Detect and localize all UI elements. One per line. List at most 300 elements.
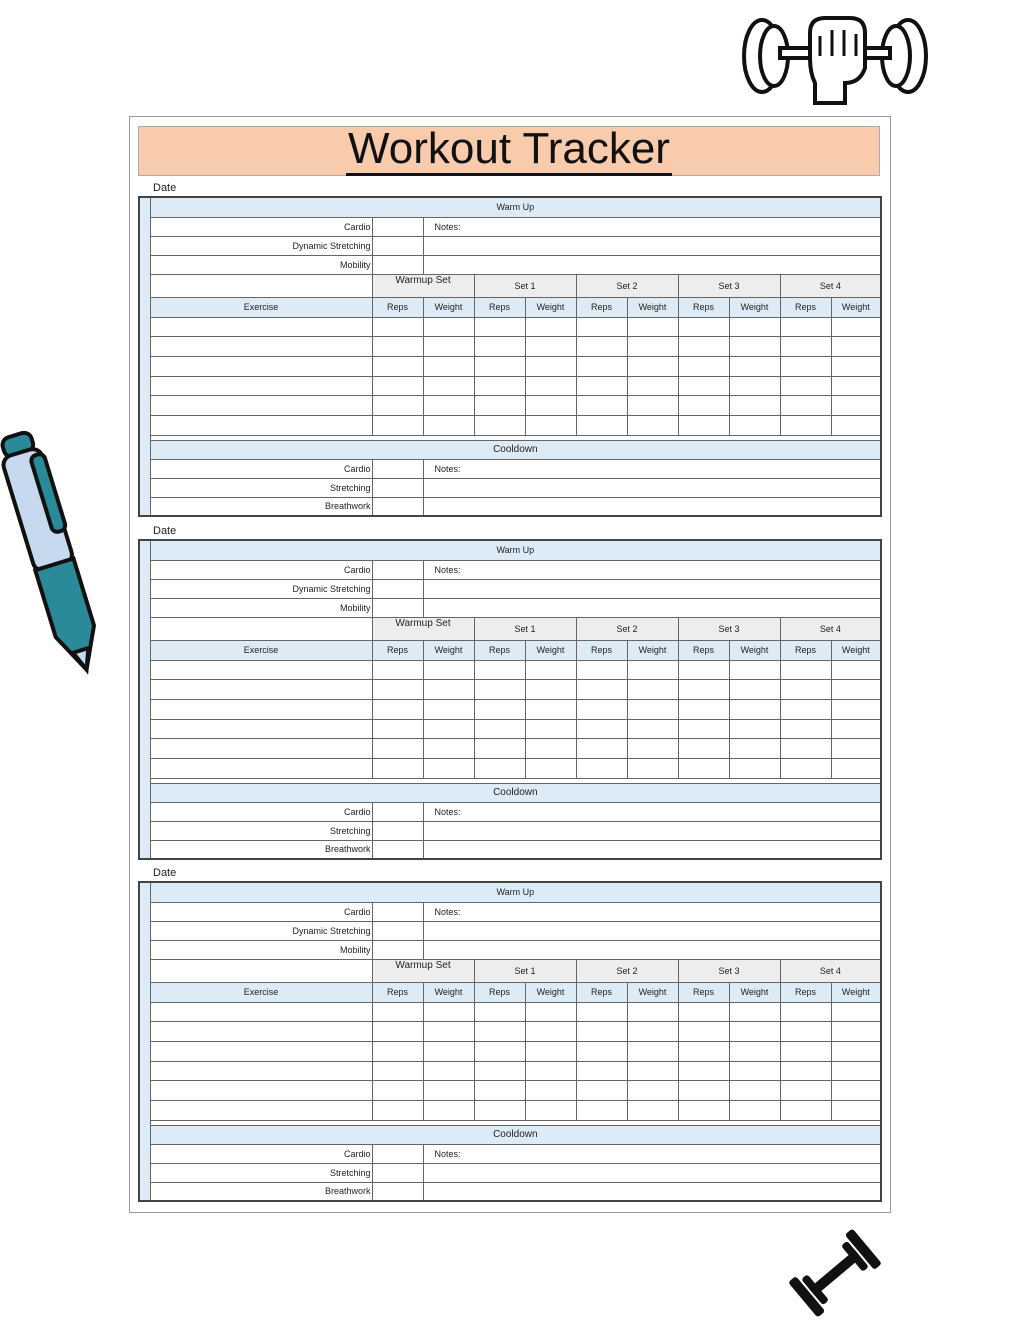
weight-input[interactable] <box>831 356 881 376</box>
reps-header: Reps <box>474 640 525 660</box>
weight-input[interactable] <box>831 376 881 396</box>
table-row <box>139 739 881 759</box>
exercise-name-input[interactable] <box>150 1061 372 1081</box>
reps-input[interactable] <box>576 758 627 778</box>
weight-header: Weight <box>525 982 576 1002</box>
table-row <box>139 719 881 739</box>
exercise-name-input[interactable] <box>150 680 372 700</box>
weight-input[interactable] <box>729 337 780 357</box>
weight-input[interactable] <box>729 415 780 435</box>
reps-input[interactable] <box>780 337 831 357</box>
cooldown-item-input[interactable] <box>372 478 423 497</box>
reps-input[interactable] <box>780 1081 831 1101</box>
reps-input[interactable] <box>678 317 729 337</box>
weight-input[interactable] <box>627 1081 678 1101</box>
reps-input[interactable] <box>372 337 423 357</box>
weight-input[interactable] <box>423 415 474 435</box>
cooldown-header: Cooldown <box>150 783 881 802</box>
reps-input[interactable] <box>780 415 831 435</box>
weight-input[interactable] <box>423 376 474 396</box>
reps-input[interactable] <box>372 317 423 337</box>
reps-header: Reps <box>474 297 525 317</box>
reps-header: Reps <box>372 640 423 660</box>
warmup-item-label: Dynamic Stretching <box>150 579 372 598</box>
weight-input[interactable] <box>423 396 474 416</box>
set-header: Set 3 <box>678 274 780 297</box>
cooldown-header: Cooldown <box>150 1125 881 1144</box>
weight-input[interactable] <box>525 1100 576 1120</box>
reps-input[interactable] <box>780 758 831 778</box>
reps-input[interactable] <box>576 337 627 357</box>
table-row <box>139 802 881 821</box>
weight-input[interactable] <box>525 1022 576 1042</box>
exercise-name-input[interactable] <box>150 1100 372 1120</box>
weight-input[interactable] <box>729 680 780 700</box>
exercise-name-input[interactable] <box>150 699 372 719</box>
weight-input[interactable] <box>423 1022 474 1042</box>
weight-input[interactable] <box>627 415 678 435</box>
workout-day-block <box>138 881 882 1202</box>
weight-input[interactable] <box>627 660 678 680</box>
reps-input[interactable] <box>576 396 627 416</box>
table-row <box>139 940 881 959</box>
weight-input[interactable] <box>627 1002 678 1022</box>
reps-input[interactable] <box>372 699 423 719</box>
reps-input[interactable] <box>576 739 627 759</box>
weight-input[interactable] <box>627 758 678 778</box>
warmup-notes-line[interactable] <box>423 236 881 255</box>
weight-input[interactable] <box>525 758 576 778</box>
weight-input[interactable] <box>525 680 576 700</box>
exercise-name-input[interactable] <box>150 317 372 337</box>
warmup-notes-field[interactable]: Notes: <box>423 560 881 579</box>
weight-input[interactable] <box>423 660 474 680</box>
table-row <box>139 478 881 497</box>
weight-input[interactable] <box>627 376 678 396</box>
cooldown-item-input[interactable] <box>372 821 423 840</box>
reps-input[interactable] <box>780 680 831 700</box>
reps-input[interactable] <box>780 1041 831 1061</box>
weight-input[interactable] <box>627 356 678 376</box>
weight-input[interactable] <box>831 1041 881 1061</box>
reps-input[interactable] <box>678 1022 729 1042</box>
warmup-item-input[interactable] <box>372 902 423 921</box>
weight-input[interactable] <box>627 739 678 759</box>
reps-input[interactable] <box>678 660 729 680</box>
set-header: Set 1 <box>474 959 576 982</box>
reps-input[interactable] <box>474 739 525 759</box>
cooldown-item-input[interactable] <box>372 802 423 821</box>
exercise-name-input[interactable] <box>150 396 372 416</box>
set-header: Set 3 <box>678 959 780 982</box>
table-row <box>139 959 881 982</box>
table-row <box>139 660 881 680</box>
reps-input[interactable] <box>474 396 525 416</box>
warmup-item-label: Mobility <box>150 940 372 959</box>
warmup-notes-line[interactable] <box>423 598 881 617</box>
cooldown-notes-line[interactable] <box>423 840 881 859</box>
weight-input[interactable] <box>627 1041 678 1061</box>
weight-input[interactable] <box>729 719 780 739</box>
weight-input[interactable] <box>729 1022 780 1042</box>
warmup-item-label: Dynamic Stretching <box>150 921 372 940</box>
exercise-name-input[interactable] <box>150 758 372 778</box>
reps-input[interactable] <box>576 1002 627 1022</box>
blank-cell <box>150 274 372 297</box>
reps-input[interactable] <box>372 680 423 700</box>
weight-input[interactable] <box>423 1041 474 1061</box>
reps-input[interactable] <box>678 758 729 778</box>
weight-input[interactable] <box>423 317 474 337</box>
title-banner <box>138 126 880 176</box>
table-row <box>139 1125 881 1144</box>
cooldown-notes-line[interactable] <box>423 1182 881 1201</box>
cooldown-item-label: Cardio <box>150 802 372 821</box>
weight-input[interactable] <box>525 699 576 719</box>
warmup-item-input[interactable] <box>372 255 423 274</box>
reps-input[interactable] <box>678 1041 729 1061</box>
set-header: Set 4 <box>780 959 881 982</box>
warm-up-header: Warm Up <box>150 882 881 902</box>
weight-input[interactable] <box>627 396 678 416</box>
reps-header: Reps <box>576 297 627 317</box>
weight-input[interactable] <box>423 719 474 739</box>
workout-day-block <box>138 539 882 860</box>
weight-input[interactable] <box>831 1022 881 1042</box>
weight-input[interactable] <box>627 680 678 700</box>
cooldown-notes-field[interactable]: Notes: <box>423 1144 881 1163</box>
reps-input[interactable] <box>372 1061 423 1081</box>
weight-header: Weight <box>729 640 780 660</box>
weight-input[interactable] <box>831 415 881 435</box>
weight-input[interactable] <box>831 1081 881 1101</box>
weight-input[interactable] <box>525 1081 576 1101</box>
reps-input[interactable] <box>372 1022 423 1042</box>
exercise-name-input[interactable] <box>150 719 372 739</box>
cooldown-item-input[interactable] <box>372 1182 423 1201</box>
set-header: Set 4 <box>780 274 881 297</box>
reps-input[interactable] <box>780 1061 831 1081</box>
reps-input[interactable] <box>780 376 831 396</box>
warmup-item-label: Mobility <box>150 598 372 617</box>
reps-input[interactable] <box>372 415 423 435</box>
warmup-item-input[interactable] <box>372 598 423 617</box>
warmup-notes-field[interactable]: Notes: <box>423 902 881 921</box>
reps-input[interactable] <box>372 758 423 778</box>
reps-input[interactable] <box>576 1100 627 1120</box>
exercise-name-input[interactable] <box>150 356 372 376</box>
weight-input[interactable] <box>423 1061 474 1081</box>
reps-input[interactable] <box>678 719 729 739</box>
weight-input[interactable] <box>525 1041 576 1061</box>
reps-input[interactable] <box>474 1041 525 1061</box>
weight-input[interactable] <box>423 1002 474 1022</box>
weight-header: Weight <box>627 640 678 660</box>
set-header: Set 1 <box>474 274 576 297</box>
weight-input[interactable] <box>729 699 780 719</box>
cooldown-item-label: Breathwork <box>150 1182 372 1201</box>
reps-input[interactable] <box>576 415 627 435</box>
reps-input[interactable] <box>576 1081 627 1101</box>
reps-input[interactable] <box>678 1002 729 1022</box>
warmup-item-input[interactable] <box>372 560 423 579</box>
weight-input[interactable] <box>525 337 576 357</box>
table-row <box>139 598 881 617</box>
weight-input[interactable] <box>831 1100 881 1120</box>
reps-input[interactable] <box>576 660 627 680</box>
weight-input[interactable] <box>423 680 474 700</box>
table-row <box>139 617 881 640</box>
reps-input[interactable] <box>474 1002 525 1022</box>
weight-input[interactable] <box>525 739 576 759</box>
cooldown-notes-line[interactable] <box>423 497 881 516</box>
weight-input[interactable] <box>729 660 780 680</box>
exercise-name-input[interactable] <box>150 739 372 759</box>
cooldown-item-label: Stretching <box>150 1163 372 1182</box>
reps-input[interactable] <box>474 376 525 396</box>
weight-input[interactable] <box>627 1061 678 1081</box>
reps-input[interactable] <box>678 337 729 357</box>
reps-input[interactable] <box>780 699 831 719</box>
weight-header: Weight <box>423 982 474 1002</box>
table-row <box>139 197 881 217</box>
warmup-item-input[interactable] <box>372 236 423 255</box>
reps-input[interactable] <box>372 739 423 759</box>
weight-input[interactable] <box>831 699 881 719</box>
reps-input[interactable] <box>474 699 525 719</box>
exercise-header: Exercise <box>150 640 372 660</box>
reps-input[interactable] <box>576 356 627 376</box>
fist-dumbbell-icon <box>740 8 930 113</box>
reps-input[interactable] <box>678 739 729 759</box>
warmup-notes-field[interactable]: Notes: <box>423 217 881 236</box>
reps-input[interactable] <box>372 1100 423 1120</box>
reps-input[interactable] <box>780 356 831 376</box>
reps-input[interactable] <box>474 337 525 357</box>
weight-input[interactable] <box>423 337 474 357</box>
reps-input[interactable] <box>780 660 831 680</box>
weight-input[interactable] <box>729 1081 780 1101</box>
weight-input[interactable] <box>627 317 678 337</box>
cooldown-notes-line[interactable] <box>423 821 881 840</box>
reps-header: Reps <box>576 640 627 660</box>
reps-input[interactable] <box>678 356 729 376</box>
weight-input[interactable] <box>729 1061 780 1081</box>
table-row <box>139 882 881 902</box>
reps-input[interactable] <box>780 739 831 759</box>
reps-input[interactable] <box>372 1081 423 1101</box>
warmup-item-input[interactable] <box>372 940 423 959</box>
exercise-name-input[interactable] <box>150 1081 372 1101</box>
reps-input[interactable] <box>576 317 627 337</box>
weight-input[interactable] <box>831 739 881 759</box>
reps-input[interactable] <box>372 376 423 396</box>
weight-input[interactable] <box>729 1002 780 1022</box>
weight-input[interactable] <box>525 356 576 376</box>
cooldown-item-input[interactable] <box>372 459 423 478</box>
warm-up-header: Warm Up <box>150 540 881 560</box>
weight-input[interactable] <box>423 1081 474 1101</box>
weight-input[interactable] <box>729 1100 780 1120</box>
reps-input[interactable] <box>576 1061 627 1081</box>
cooldown-item-input[interactable] <box>372 1163 423 1182</box>
weight-input[interactable] <box>525 1002 576 1022</box>
reps-input[interactable] <box>678 1061 729 1081</box>
exercise-name-input[interactable] <box>150 337 372 357</box>
reps-input[interactable] <box>576 719 627 739</box>
cooldown-notes-line[interactable] <box>423 478 881 497</box>
weight-input[interactable] <box>525 415 576 435</box>
cooldown-item-input[interactable] <box>372 497 423 516</box>
weight-input[interactable] <box>627 337 678 357</box>
reps-input[interactable] <box>678 376 729 396</box>
reps-input[interactable] <box>576 1041 627 1061</box>
weight-input[interactable] <box>423 1100 474 1120</box>
dumbbell-icon <box>785 1228 885 1323</box>
weight-input[interactable] <box>729 396 780 416</box>
reps-input[interactable] <box>780 1100 831 1120</box>
reps-input[interactable] <box>678 1100 729 1120</box>
reps-input[interactable] <box>780 1022 831 1042</box>
table-row <box>139 1081 881 1101</box>
reps-input[interactable] <box>576 699 627 719</box>
side-stripe <box>139 197 150 516</box>
warmup-item-input[interactable] <box>372 921 423 940</box>
weight-input[interactable] <box>423 739 474 759</box>
weight-input[interactable] <box>423 356 474 376</box>
weight-input[interactable] <box>627 1022 678 1042</box>
reps-input[interactable] <box>678 699 729 719</box>
cooldown-item-label: Stretching <box>150 478 372 497</box>
table-row <box>139 356 881 376</box>
reps-input[interactable] <box>576 680 627 700</box>
date-label: Date <box>153 525 177 537</box>
page-title: Workout Tracker <box>346 129 672 176</box>
weight-input[interactable] <box>729 317 780 337</box>
cooldown-notes-field[interactable]: Notes: <box>423 802 881 821</box>
reps-input[interactable] <box>372 396 423 416</box>
exercise-name-input[interactable] <box>150 1002 372 1022</box>
reps-input[interactable] <box>474 680 525 700</box>
weight-input[interactable] <box>525 1061 576 1081</box>
weight-input[interactable] <box>423 758 474 778</box>
reps-input[interactable] <box>372 1041 423 1061</box>
reps-input[interactable] <box>678 415 729 435</box>
reps-input[interactable] <box>780 396 831 416</box>
reps-input[interactable] <box>474 660 525 680</box>
reps-input[interactable] <box>474 356 525 376</box>
exercise-name-input[interactable] <box>150 415 372 435</box>
reps-input[interactable] <box>678 1081 729 1101</box>
reps-input[interactable] <box>474 415 525 435</box>
warmup-notes-line[interactable] <box>423 579 881 598</box>
weight-header: Weight <box>525 640 576 660</box>
exercise-name-input[interactable] <box>150 1041 372 1061</box>
table-row <box>139 497 881 516</box>
weight-input[interactable] <box>627 699 678 719</box>
reps-input[interactable] <box>780 1002 831 1022</box>
weight-input[interactable] <box>525 396 576 416</box>
weight-input[interactable] <box>831 317 881 337</box>
weight-input[interactable] <box>525 376 576 396</box>
warmup-notes-line[interactable] <box>423 940 881 959</box>
weight-input[interactable] <box>831 719 881 739</box>
weight-input[interactable] <box>831 1002 881 1022</box>
reps-header: Reps <box>780 297 831 317</box>
table-row <box>139 274 881 297</box>
warmup-item-input[interactable] <box>372 579 423 598</box>
reps-header: Reps <box>678 297 729 317</box>
weight-input[interactable] <box>729 1041 780 1061</box>
reps-input[interactable] <box>576 376 627 396</box>
weight-input[interactable] <box>831 680 881 700</box>
exercise-name-input[interactable] <box>150 660 372 680</box>
weight-input[interactable] <box>831 1061 881 1081</box>
reps-input[interactable] <box>372 719 423 739</box>
cooldown-item-label: Breathwork <box>150 840 372 859</box>
reps-input[interactable] <box>474 719 525 739</box>
cooldown-notes-field[interactable]: Notes: <box>423 459 881 478</box>
weight-input[interactable] <box>831 396 881 416</box>
reps-input[interactable] <box>576 1022 627 1042</box>
exercise-name-input[interactable] <box>150 376 372 396</box>
weight-input[interactable] <box>729 739 780 759</box>
weight-input[interactable] <box>729 356 780 376</box>
pen-icon <box>0 420 110 690</box>
weight-input[interactable] <box>525 719 576 739</box>
reps-input[interactable] <box>474 1081 525 1101</box>
table-row <box>139 640 881 660</box>
reps-input[interactable] <box>474 1100 525 1120</box>
reps-input[interactable] <box>372 356 423 376</box>
table-row <box>139 699 881 719</box>
weight-input[interactable] <box>423 699 474 719</box>
warmup-item-input[interactable] <box>372 217 423 236</box>
reps-header: Reps <box>780 982 831 1002</box>
reps-input[interactable] <box>780 719 831 739</box>
cooldown-notes-line[interactable] <box>423 1163 881 1182</box>
weight-input[interactable] <box>729 758 780 778</box>
table-row <box>139 236 881 255</box>
reps-input[interactable] <box>372 1002 423 1022</box>
weight-input[interactable] <box>729 376 780 396</box>
cooldown-item-input[interactable] <box>372 1144 423 1163</box>
weight-input[interactable] <box>525 660 576 680</box>
warmup-notes-line[interactable] <box>423 255 881 274</box>
table-row <box>139 1002 881 1022</box>
weight-input[interactable] <box>627 1100 678 1120</box>
reps-input[interactable] <box>474 1061 525 1081</box>
reps-header: Reps <box>678 982 729 1002</box>
reps-input[interactable] <box>780 317 831 337</box>
set-header: Set 3 <box>678 617 780 640</box>
warmup-notes-line[interactable] <box>423 921 881 940</box>
weight-input[interactable] <box>831 337 881 357</box>
reps-input[interactable] <box>372 660 423 680</box>
reps-input[interactable] <box>474 1022 525 1042</box>
reps-input[interactable] <box>678 680 729 700</box>
weight-input[interactable] <box>831 758 881 778</box>
exercise-name-input[interactable] <box>150 1022 372 1042</box>
reps-input[interactable] <box>678 396 729 416</box>
cooldown-item-input[interactable] <box>372 840 423 859</box>
weight-input[interactable] <box>627 719 678 739</box>
weight-input[interactable] <box>831 660 881 680</box>
reps-input[interactable] <box>474 317 525 337</box>
weight-input[interactable] <box>525 317 576 337</box>
reps-input[interactable] <box>474 758 525 778</box>
table-row <box>139 376 881 396</box>
